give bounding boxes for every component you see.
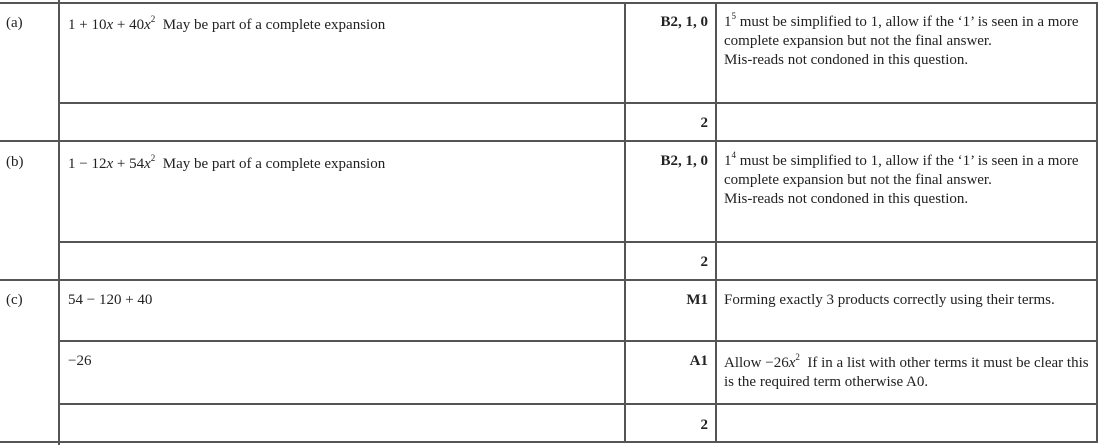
mark-c-a1: A1 [689, 353, 708, 369]
mark-b: B2, 1, 0 [660, 153, 708, 169]
note-exponent: 4 [731, 150, 736, 160]
mark-a: B2, 1, 0 [660, 14, 708, 30]
operator: − [79, 156, 88, 172]
part-label-c: (c) [6, 292, 23, 308]
variable: x [106, 156, 114, 172]
answer-text-b: May be part of a complete expansion [162, 156, 386, 172]
total-b: 2 [700, 254, 708, 270]
row-divider [0, 140, 1098, 142]
note-text: Mis-reads not condoned in this question. [724, 191, 969, 207]
answer-text-a: May be part of a complete expansion [162, 17, 386, 33]
operator: + [116, 17, 126, 33]
row-divider [0, 279, 1098, 281]
term: 40 [129, 17, 145, 33]
column-divider-part [58, 0, 60, 445]
note-coefficient: −26 [765, 355, 789, 371]
operator: + [116, 156, 126, 172]
variable: x [144, 156, 151, 172]
operator: + [79, 17, 88, 33]
answer-expression-a [68, 14, 156, 33]
note-text: Mis-reads not condoned in this question. [724, 52, 969, 68]
note-text: must be simplified to 1, allow if the ‘1’ is seen in a more complete expansion but not the final answer. [724, 153, 1079, 188]
note-variable: x [788, 355, 796, 371]
row-divider [58, 102, 1098, 104]
answer-expression-b [68, 153, 156, 172]
exponent: 2 [150, 153, 156, 163]
note-base: 1 [724, 153, 732, 169]
note-c-a1 [724, 354, 1094, 392]
answer-c-method: 54 − 120 + 40 [68, 292, 153, 308]
column-divider-notes [715, 2, 717, 443]
row-divider [58, 241, 1098, 243]
table-border-right [1096, 2, 1098, 443]
mark-c-m1: M1 [686, 292, 708, 308]
note-b [724, 152, 1094, 209]
answer-b [68, 155, 385, 174]
note-exponent: 5 [731, 11, 736, 21]
total-a: 2 [700, 115, 708, 131]
table-border-top [0, 2, 1098, 4]
part-label-a: (a) [6, 15, 23, 31]
note-text: must be simplified to 1, allow if the ‘1’ is seen in a more complete expansion but not the final answer. [724, 14, 1079, 49]
note-text: Allow [724, 355, 766, 371]
table-border-bottom [0, 441, 1098, 443]
term: 1 [68, 156, 76, 172]
answer-c-final: −26 [68, 353, 92, 369]
variable: x [106, 17, 114, 33]
answer-a [68, 16, 385, 35]
row-divider [58, 403, 1098, 405]
column-divider-mark [624, 2, 626, 443]
note-text: If in a list with other terms it must be clear this is the required term otherwise A0. [724, 355, 1093, 390]
note-exponent: 2 [795, 352, 800, 362]
note-a [724, 13, 1094, 70]
exponent: 2 [150, 14, 156, 24]
term: 12 [91, 156, 107, 172]
part-label-b: (b) [6, 154, 24, 170]
total-c: 2 [700, 417, 708, 433]
term: 10 [91, 17, 107, 33]
term: 1 [68, 17, 76, 33]
note-base: 1 [724, 14, 732, 30]
variable: x [144, 17, 151, 33]
row-divider [58, 340, 1098, 342]
note-c-m1: Forming exactly 3 products correctly using their terms. [724, 292, 1055, 308]
term: 54 [129, 156, 145, 172]
